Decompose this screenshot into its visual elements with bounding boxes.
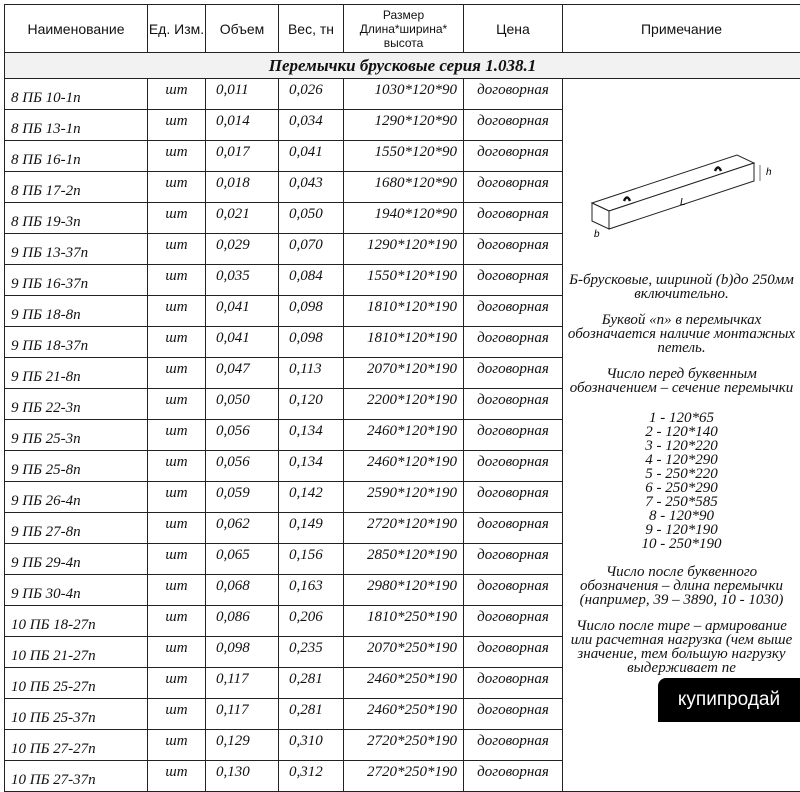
row-unit: шт xyxy=(148,358,206,389)
row-unit: шт xyxy=(148,606,206,637)
row-unit: шт xyxy=(148,451,206,482)
row-size: 2460*120*190 xyxy=(344,420,464,451)
row-volume: 0,029 xyxy=(206,234,279,265)
row-name: 9 ПБ 16-37п xyxy=(5,265,148,296)
row-name: 10 ПБ 27-27п xyxy=(5,730,148,761)
section-item: 7 - 250*585 xyxy=(567,495,796,509)
row-unit: шт xyxy=(148,730,206,761)
row-name: 10 ПБ 21-27п xyxy=(5,637,148,668)
section-item: 1 - 120*65 xyxy=(567,411,796,425)
row-size: 2200*120*190 xyxy=(344,389,464,420)
row-price: договорная xyxy=(464,389,563,420)
row-weight: 0,050 xyxy=(279,203,344,234)
row-volume: 0,068 xyxy=(206,575,279,606)
row-size: 2850*120*190 xyxy=(344,544,464,575)
row-size: 2460*250*190 xyxy=(344,699,464,730)
table-row xyxy=(5,79,800,110)
row-weight: 0,142 xyxy=(279,482,344,513)
watermark-badge: купипродай xyxy=(658,678,800,722)
section-item: 8 - 120*90 xyxy=(567,509,796,523)
section-row xyxy=(5,53,800,79)
header-size-line3: высота xyxy=(344,36,463,50)
row-name: 10 ПБ 25-27п xyxy=(5,668,148,699)
row-weight: 0,235 xyxy=(279,637,344,668)
row-unit: шт xyxy=(148,668,206,699)
row-size: 2720*120*190 xyxy=(344,513,464,544)
row-volume: 0,062 xyxy=(206,513,279,544)
row-name: 9 ПБ 25-3п xyxy=(5,420,148,451)
row-size: 1940*120*90 xyxy=(344,203,464,234)
row-unit: шт xyxy=(148,513,206,544)
row-volume: 0,041 xyxy=(206,327,279,358)
row-weight: 0,043 xyxy=(279,172,344,203)
row-price: договорная xyxy=(464,234,563,265)
note-paragraph-1: Б-брусковые, шириной (b)до 250мм включительно. xyxy=(567,273,796,301)
row-price: договорная xyxy=(464,110,563,141)
row-name: 8 ПБ 13-1п xyxy=(5,110,148,141)
row-weight: 0,310 xyxy=(279,730,344,761)
header-unit: Ед. Изм. xyxy=(148,5,206,53)
row-volume: 0,098 xyxy=(206,637,279,668)
row-unit: шт xyxy=(148,110,206,141)
header-weight: Вес, тн xyxy=(279,5,344,53)
row-size: 1810*120*190 xyxy=(344,327,464,358)
section-item: 9 - 120*190 xyxy=(567,523,796,537)
note-paragraph-2: Буквой «п» в перемычках обозначается наличие монтажных петель. xyxy=(567,313,796,355)
row-volume: 0,047 xyxy=(206,358,279,389)
row-name: 9 ПБ 22-3п xyxy=(5,389,148,420)
row-unit: шт xyxy=(148,203,206,234)
row-size: 1030*120*90 xyxy=(344,79,464,110)
row-name: 9 ПБ 29-4п xyxy=(5,544,148,575)
row-price: договорная xyxy=(464,730,563,761)
row-size: 2070*250*190 xyxy=(344,637,464,668)
row-size: 2460*250*190 xyxy=(344,668,464,699)
row-price: договорная xyxy=(464,358,563,389)
row-weight: 0,149 xyxy=(279,513,344,544)
lintel-diagram xyxy=(582,133,782,243)
row-weight: 0,084 xyxy=(279,265,344,296)
row-unit: шт xyxy=(148,265,206,296)
row-name: 9 ПБ 13-37п xyxy=(5,234,148,265)
header-note: Примечание xyxy=(563,5,800,53)
row-price: договорная xyxy=(464,513,563,544)
row-size: 1810*120*190 xyxy=(344,296,464,327)
row-name: 9 ПБ 27-8п xyxy=(5,513,148,544)
row-price: договорная xyxy=(464,172,563,203)
row-unit: шт xyxy=(148,172,206,203)
section-title: Перемычки брусковые серия 1.038.1 xyxy=(5,53,800,79)
row-name: 9 ПБ 25-8п xyxy=(5,451,148,482)
row-volume: 0,050 xyxy=(206,389,279,420)
row-weight: 0,098 xyxy=(279,327,344,358)
row-unit: шт xyxy=(148,420,206,451)
row-volume: 0,018 xyxy=(206,172,279,203)
row-volume: 0,021 xyxy=(206,203,279,234)
row-volume: 0,059 xyxy=(206,482,279,513)
row-price: договорная xyxy=(464,296,563,327)
row-unit: шт xyxy=(148,544,206,575)
row-volume: 0,117 xyxy=(206,668,279,699)
section-item: 10 - 250*190 xyxy=(567,537,796,551)
row-price: договорная xyxy=(464,482,563,513)
note-paragraph-4: Число после буквенного обозначения – длина перемычки (например, 39 – 3890, 10 - 1030) xyxy=(567,565,796,607)
row-weight: 0,281 xyxy=(279,668,344,699)
row-size: 2720*250*190 xyxy=(344,761,464,792)
row-name: 9 ПБ 18-8п xyxy=(5,296,148,327)
row-name: 8 ПБ 16-1п xyxy=(5,141,148,172)
row-weight: 0,156 xyxy=(279,544,344,575)
section-item: 2 - 120*140 xyxy=(567,425,796,439)
row-weight: 0,113 xyxy=(279,358,344,389)
header-row xyxy=(5,5,800,53)
row-weight: 0,312 xyxy=(279,761,344,792)
row-volume: 0,017 xyxy=(206,141,279,172)
row-name: 8 ПБ 10-1п xyxy=(5,79,148,110)
row-unit: шт xyxy=(148,79,206,110)
section-item: 6 - 250*290 xyxy=(567,481,796,495)
diagram-label-b: b xyxy=(594,229,600,240)
header-volume: Объем xyxy=(206,5,279,53)
row-size: 1550*120*90 xyxy=(344,141,464,172)
row-size: 1810*250*190 xyxy=(344,606,464,637)
row-unit: шт xyxy=(148,296,206,327)
note-paragraph-5: Число после тире – армирование или расчетная нагрузка (чем выше значение, тем большую нагрузку выдерживает пе xyxy=(567,619,796,675)
row-name: 8 ПБ 19-3п xyxy=(5,203,148,234)
row-name: 10 ПБ 27-37п xyxy=(5,761,148,792)
row-price: договорная xyxy=(464,79,563,110)
row-size: 2460*120*190 xyxy=(344,451,464,482)
section-list xyxy=(567,411,796,551)
row-price: договорная xyxy=(464,637,563,668)
row-weight: 0,034 xyxy=(279,110,344,141)
row-volume: 0,056 xyxy=(206,451,279,482)
row-price: договорная xyxy=(464,451,563,482)
row-volume: 0,056 xyxy=(206,420,279,451)
row-price: договорная xyxy=(464,761,563,792)
row-unit: шт xyxy=(148,389,206,420)
row-weight: 0,134 xyxy=(279,420,344,451)
row-size: 1290*120*190 xyxy=(344,234,464,265)
row-weight: 0,041 xyxy=(279,141,344,172)
header-size xyxy=(344,5,464,53)
row-name: 9 ПБ 26-4п xyxy=(5,482,148,513)
row-weight: 0,098 xyxy=(279,296,344,327)
row-weight: 0,163 xyxy=(279,575,344,606)
row-name: 8 ПБ 17-2п xyxy=(5,172,148,203)
row-price: договорная xyxy=(464,141,563,172)
section-item: 4 - 120*290 xyxy=(567,453,796,467)
row-price: договорная xyxy=(464,420,563,451)
note-paragraph-3: Число перед буквенным обозначением – сечение перемычки xyxy=(567,367,796,395)
row-volume: 0,130 xyxy=(206,761,279,792)
row-weight: 0,281 xyxy=(279,699,344,730)
header-name: Наименование xyxy=(5,5,148,53)
header-size-line2: Длина*ширина* xyxy=(344,22,463,36)
section-item: 5 - 250*220 xyxy=(567,467,796,481)
row-price: договорная xyxy=(464,544,563,575)
row-weight: 0,120 xyxy=(279,389,344,420)
diagram-label-l: L xyxy=(680,197,686,208)
row-name: 9 ПБ 30-4п xyxy=(5,575,148,606)
row-volume: 0,014 xyxy=(206,110,279,141)
row-name: 10 ПБ 25-37п xyxy=(5,699,148,730)
header-size-line1: Размер xyxy=(344,8,463,22)
row-volume: 0,041 xyxy=(206,296,279,327)
row-volume: 0,035 xyxy=(206,265,279,296)
header-price: Цена xyxy=(464,5,563,53)
diagram-label-h: h xyxy=(766,167,772,178)
row-unit: шт xyxy=(148,234,206,265)
row-name: 10 ПБ 18-27п xyxy=(5,606,148,637)
row-price: договорная xyxy=(464,699,563,730)
row-size: 2590*120*190 xyxy=(344,482,464,513)
row-size: 1680*120*90 xyxy=(344,172,464,203)
price-table xyxy=(4,4,800,792)
row-price: договорная xyxy=(464,575,563,606)
row-name: 9 ПБ 18-37п xyxy=(5,327,148,358)
row-size: 1550*120*190 xyxy=(344,265,464,296)
row-unit: шт xyxy=(148,761,206,792)
row-unit: шт xyxy=(148,482,206,513)
row-volume: 0,011 xyxy=(206,79,279,110)
section-item: 3 - 120*220 xyxy=(567,439,796,453)
row-price: договорная xyxy=(464,203,563,234)
row-size: 2720*250*190 xyxy=(344,730,464,761)
row-weight: 0,206 xyxy=(279,606,344,637)
row-volume: 0,129 xyxy=(206,730,279,761)
row-price: договорная xyxy=(464,265,563,296)
row-name: 9 ПБ 21-8п xyxy=(5,358,148,389)
row-price: договорная xyxy=(464,606,563,637)
row-unit: шт xyxy=(148,637,206,668)
row-size: 1290*120*90 xyxy=(344,110,464,141)
row-volume: 0,065 xyxy=(206,544,279,575)
row-weight: 0,134 xyxy=(279,451,344,482)
row-price: договорная xyxy=(464,327,563,358)
row-weight: 0,026 xyxy=(279,79,344,110)
row-size: 2980*120*190 xyxy=(344,575,464,606)
row-unit: шт xyxy=(148,699,206,730)
row-size: 2070*120*190 xyxy=(344,358,464,389)
row-weight: 0,070 xyxy=(279,234,344,265)
row-volume: 0,086 xyxy=(206,606,279,637)
row-unit: шт xyxy=(148,327,206,358)
row-price: договорная xyxy=(464,668,563,699)
row-unit: шт xyxy=(148,575,206,606)
row-unit: шт xyxy=(148,141,206,172)
row-volume: 0,117 xyxy=(206,699,279,730)
